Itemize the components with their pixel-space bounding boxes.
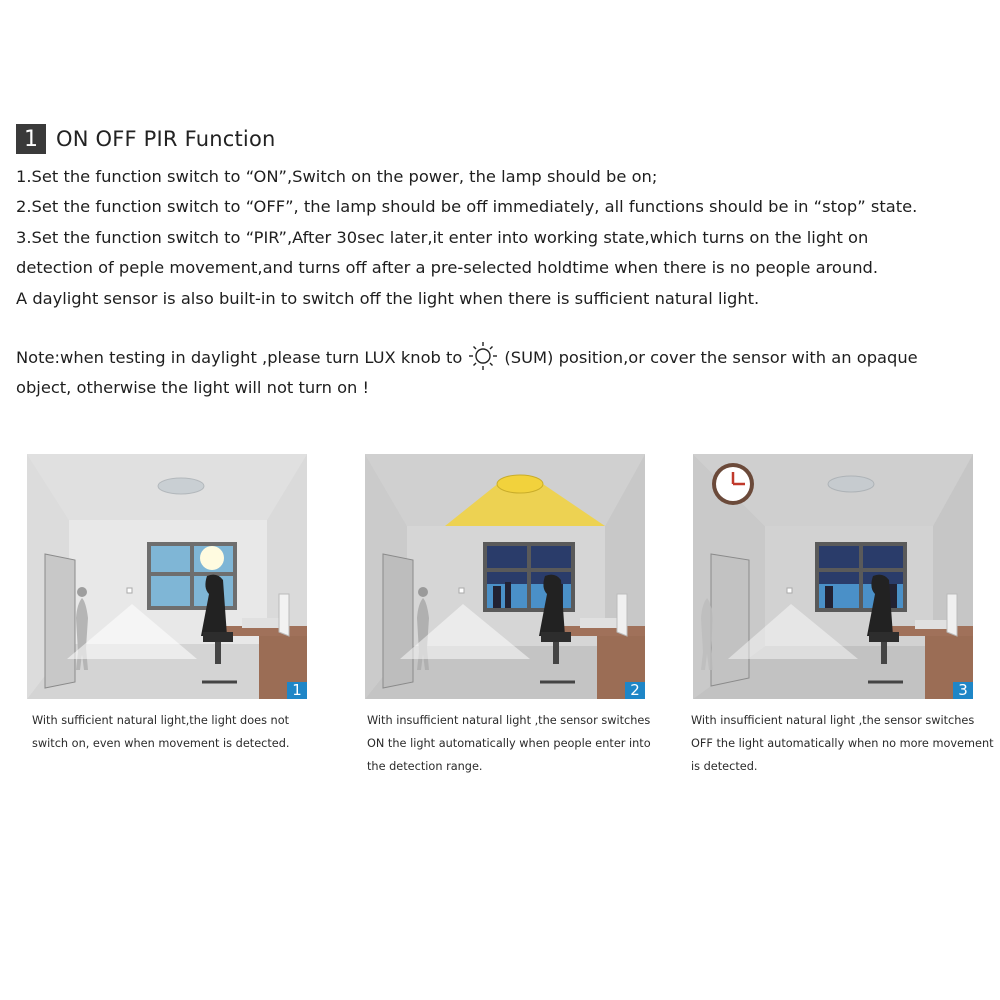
note-line-2: object, otherwise the light will not turn on !: [16, 378, 370, 398]
room-night-clock-illustration: [693, 454, 973, 699]
note-text-before-icon: when testing in daylight ,please turn LUX knob to: [60, 348, 463, 367]
caption-3-line-2: OFF the light automatically when no more movement: [691, 737, 994, 750]
note-line-1: [16, 343, 1000, 373]
caption-1-line-2: switch on, even when movement is detected.: [32, 737, 290, 750]
illustration-panel-1: [27, 454, 307, 699]
sun-icon: [466, 341, 500, 371]
panel-badge-3: 3: [953, 682, 973, 699]
description-line-3: 3.Set the function switch to “PIR”,After 30sec later,it enter into working state,which turns on the light on: [16, 227, 869, 247]
panel-caption-1: [32, 709, 290, 755]
caption-2-line-1: With insufficient natural light ,the sensor switches: [367, 714, 651, 727]
illustration-panel-3: [693, 454, 973, 699]
note-text-after-icon: (SUM) position,or cover the sensor with an opaque: [504, 348, 918, 367]
panel-caption-3: [691, 709, 994, 778]
function-description: [16, 162, 1000, 314]
panel-badge-2: 2: [625, 682, 645, 699]
note-block: [16, 343, 1000, 404]
caption-2-line-3: the detection range.: [367, 760, 483, 773]
caption-3-line-1: With insufficient natural light ,the sensor switches: [691, 714, 975, 727]
description-line-1: 1.Set the function switch to “ON”,Switch on the power, the lamp should be on;: [16, 167, 658, 186]
caption-2-line-2: ON the light automatically when people enter into: [367, 737, 651, 750]
panel-badge-1: 1: [287, 682, 307, 699]
room-night-lamp-illustration: [365, 454, 645, 699]
caption-1-line-1: With sufficient natural light,the light does not: [32, 714, 290, 727]
caption-3-line-3: is detected.: [691, 760, 758, 773]
illustration-panel-2: [365, 454, 645, 699]
section-title: ON OFF PIR Function: [56, 127, 276, 151]
description-line-2: 2.Set the function switch to “OFF”, the lamp should be off immediately, all functions should be in “stop” state.: [16, 197, 918, 217]
room-daylight-illustration: [27, 454, 307, 699]
section-number-box: 1: [16, 124, 46, 154]
description-line-5: A daylight sensor is also built-in to switch off the light when there is sufficient natural light.: [16, 288, 760, 308]
description-line-4: detection of peple movement,and turns off after a pre-selected holdtime when there is no people around.: [16, 258, 879, 278]
section-heading: [16, 124, 276, 154]
panel-caption-2: [367, 709, 651, 778]
note-label: Note:: [16, 348, 61, 367]
